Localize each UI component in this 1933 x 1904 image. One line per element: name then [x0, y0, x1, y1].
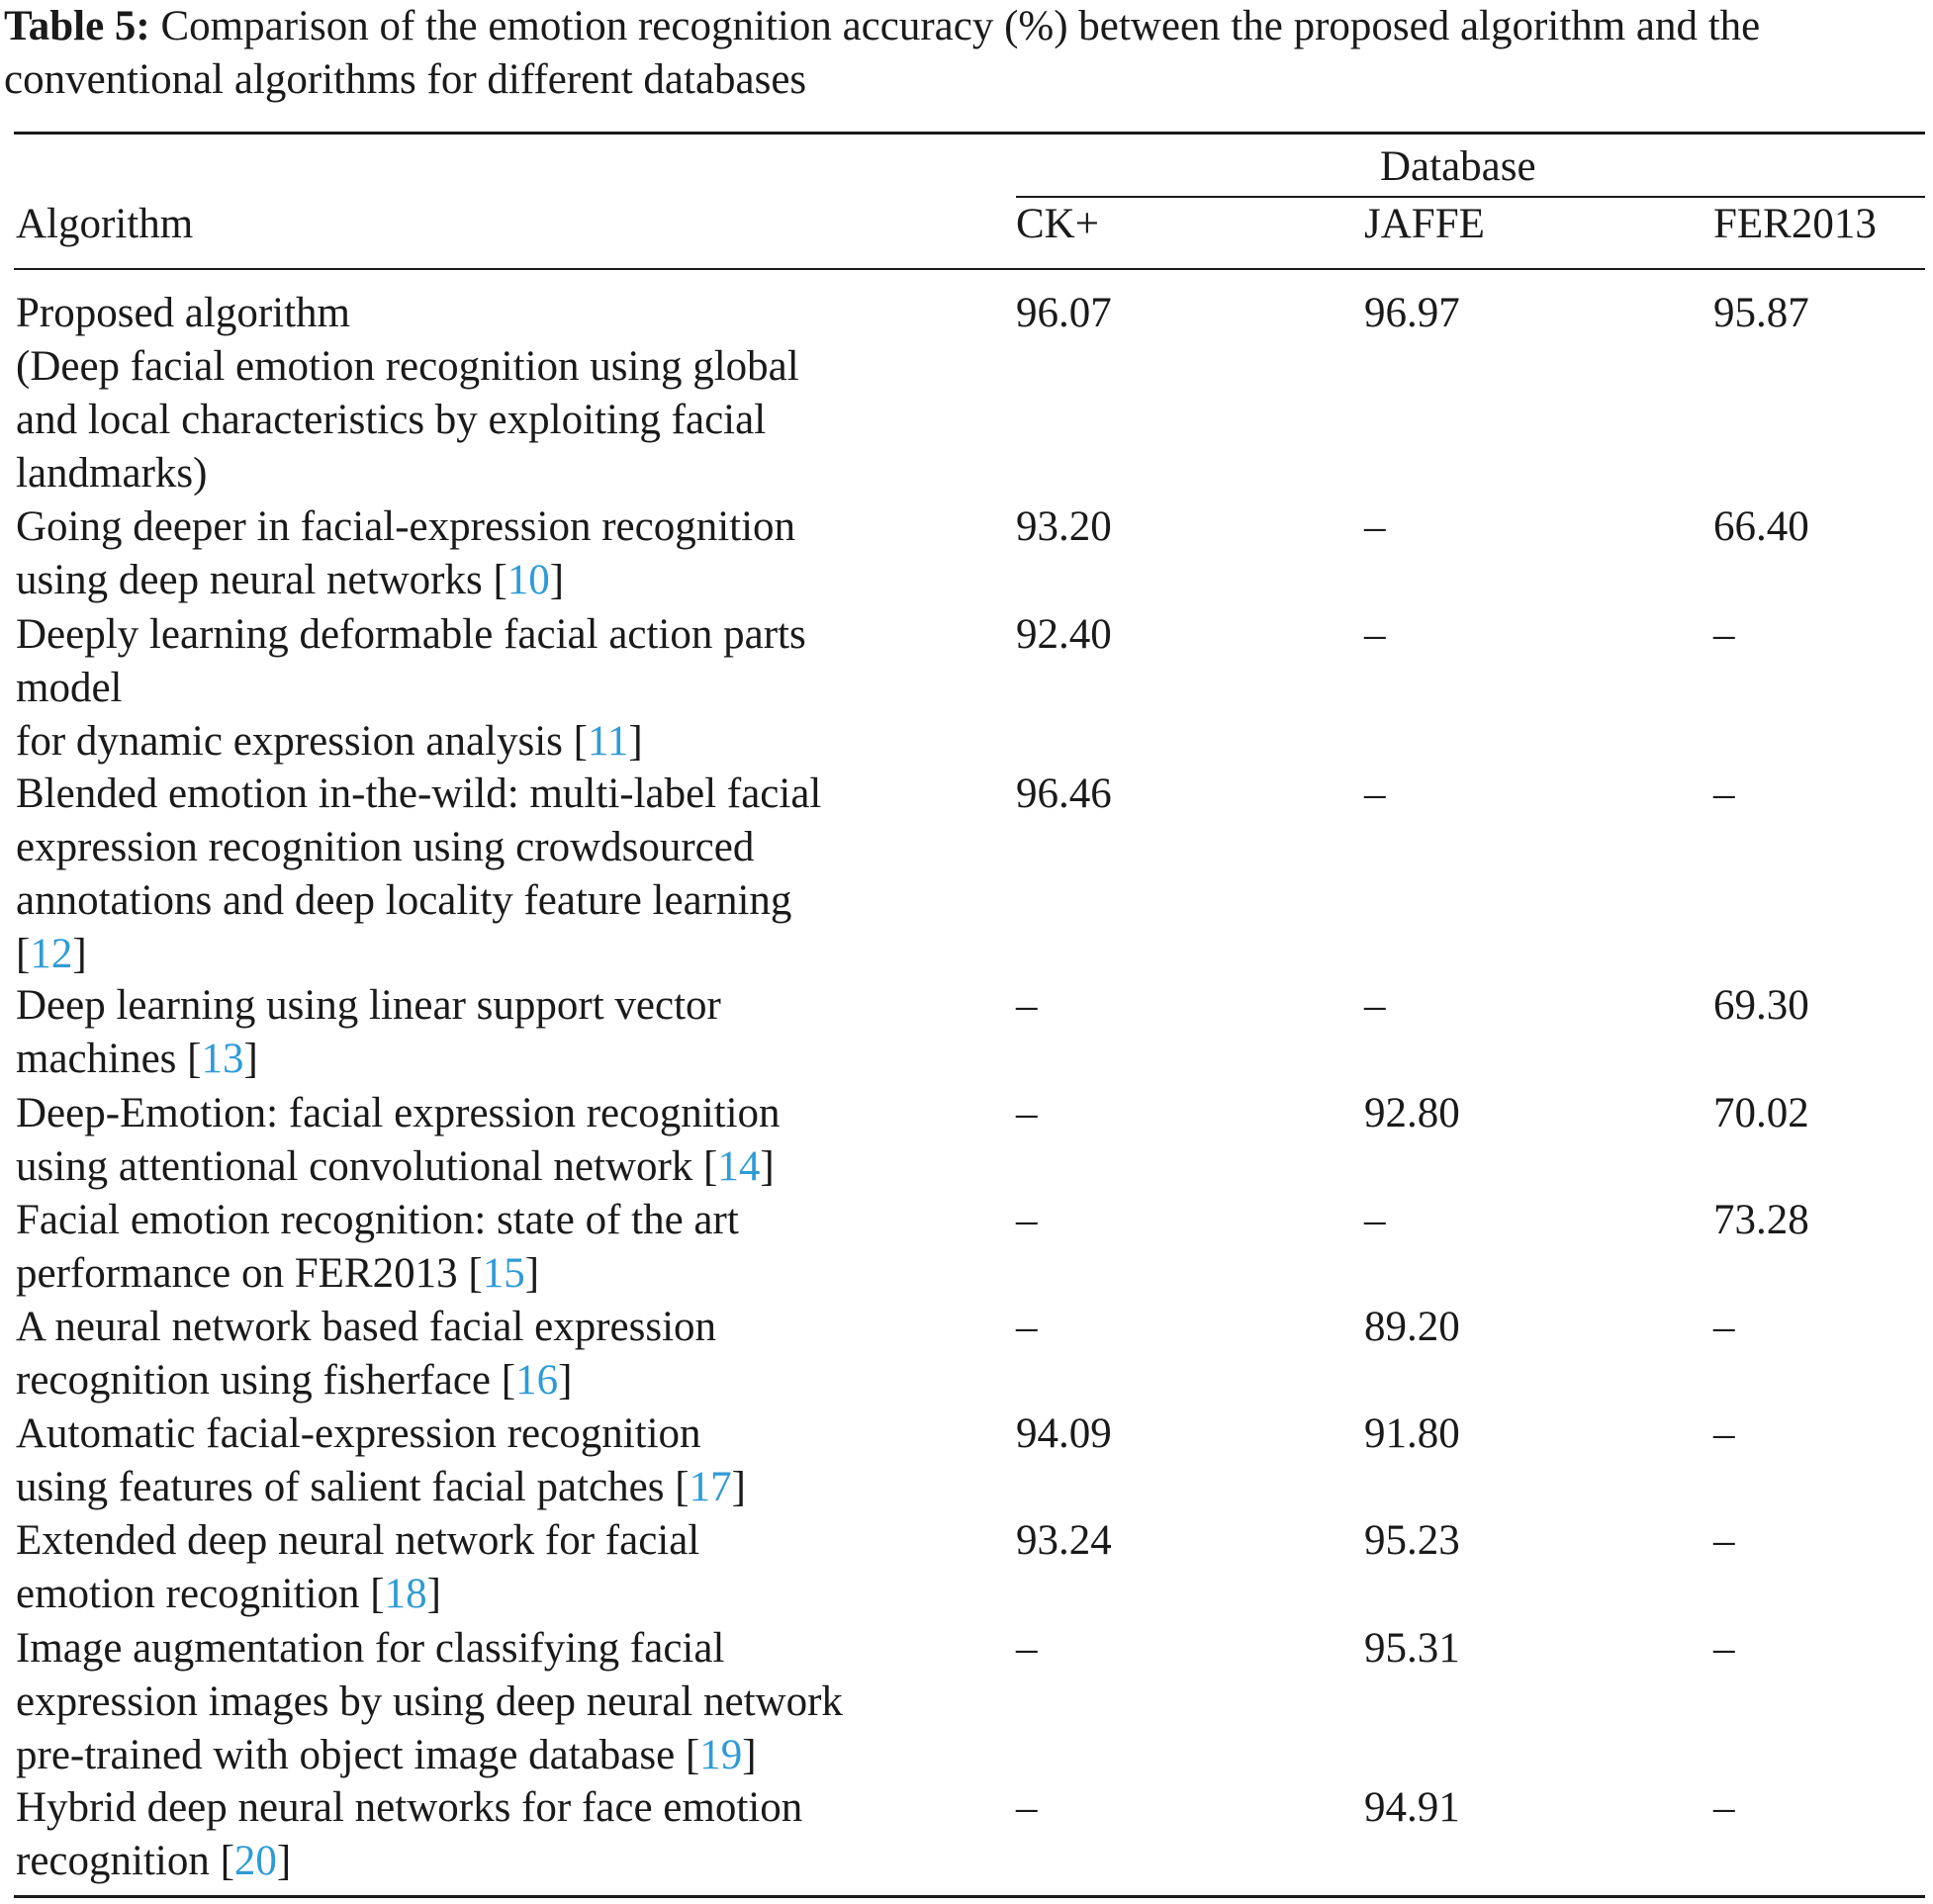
- citation-link[interactable]: 20: [233, 1838, 277, 1884]
- fer2013-value: –: [1713, 771, 1735, 817]
- algorithm-name: [16, 1194, 966, 1301]
- ck-value: –: [1016, 1304, 1038, 1350]
- citation-bracket: ]: [549, 557, 565, 603]
- algorithm-title: Going deeper in facial-expression recognition using deep neural networks: [16, 503, 796, 603]
- citation-bracket: ]: [731, 1464, 746, 1510]
- jaffe-value: 96.97: [1364, 290, 1460, 336]
- jaffe-column-header: JAFFE: [1364, 201, 1485, 247]
- ck-value: 96.07: [1016, 290, 1112, 336]
- fer2013-value: 95.87: [1713, 290, 1809, 336]
- citation-bracket: [: [468, 1250, 483, 1297]
- ck-value: 93.20: [1016, 503, 1112, 550]
- ck-value: 94.09: [1016, 1410, 1112, 1457]
- algorithm-name: [16, 287, 966, 500]
- algorithm-column-header: Algorithm: [16, 201, 194, 247]
- citation-bracket: [: [493, 557, 507, 603]
- jaffe-value: –: [1364, 982, 1386, 1029]
- algorithm-name: [16, 608, 966, 769]
- ck-value: –: [1016, 1784, 1038, 1831]
- fer2013-value: –: [1713, 1410, 1735, 1457]
- algorithm-title: Deep-Emotion: facial expression recognition using attentional convolutional network: [16, 1090, 781, 1190]
- ck-value: –: [1016, 982, 1038, 1029]
- algorithm-name: [16, 500, 966, 607]
- table-caption: [4, 0, 1929, 107]
- fer2013-value: –: [1713, 1517, 1735, 1564]
- citation-bracket: [: [703, 1143, 718, 1190]
- citation-link[interactable]: 15: [482, 1250, 525, 1297]
- algorithm-name: [16, 1781, 966, 1888]
- ck-value: –: [1016, 1197, 1038, 1243]
- algorithm-name: [16, 1622, 966, 1782]
- algorithm-name: [16, 768, 966, 981]
- algorithm-name: [16, 1514, 966, 1621]
- citation-link[interactable]: 12: [30, 931, 73, 977]
- jaffe-value: 89.20: [1364, 1304, 1460, 1350]
- citation-bracket: [: [187, 1036, 202, 1082]
- citation-bracket: [: [370, 1571, 385, 1617]
- jaffe-value: –: [1364, 1197, 1386, 1243]
- algorithm-title: Proposed algorithm (Deep facial emotion recognition using global and local characteristics by exploiting facial landmarks): [16, 290, 799, 497]
- citation-bracket: [: [16, 931, 31, 977]
- algorithm-name: [16, 1087, 966, 1194]
- algorithm-name: [16, 1301, 966, 1407]
- citation-link[interactable]: 16: [515, 1357, 559, 1404]
- table-top-rule: [14, 132, 1925, 135]
- algorithm-title: Image augmentation for classifying facial expression images by using deep neural network pre-trained with object image database: [16, 1625, 843, 1778]
- citation-link[interactable]: 13: [201, 1036, 244, 1082]
- jaffe-value: –: [1364, 771, 1386, 817]
- fer2013-value: 69.30: [1713, 982, 1809, 1029]
- jaffe-value: 94.91: [1364, 1784, 1460, 1831]
- ck-value: 93.24: [1016, 1517, 1112, 1564]
- citation-bracket: ]: [72, 931, 87, 977]
- citation-bracket: [: [573, 718, 588, 765]
- jaffe-value: 91.80: [1364, 1410, 1460, 1457]
- citation-bracket: ]: [742, 1732, 757, 1778]
- jaffe-value: 95.23: [1364, 1517, 1460, 1564]
- algorithm-title: Deep learning using linear support vector machines: [16, 982, 721, 1082]
- citation-bracket: ]: [524, 1250, 540, 1297]
- ck-column-header: CK+: [1016, 201, 1099, 247]
- fer2013-value: 73.28: [1713, 1197, 1809, 1243]
- fer2013-value: –: [1713, 611, 1735, 658]
- fer2013-value: –: [1713, 1625, 1735, 1672]
- table-caption-label: Table 5:: [4, 3, 150, 49]
- citation-link[interactable]: 19: [699, 1732, 743, 1778]
- algorithm-title: Facial emotion recognition: state of the art performance on FER2013: [16, 1197, 739, 1297]
- citation-link[interactable]: 11: [587, 718, 629, 765]
- citation-bracket: [: [220, 1838, 234, 1884]
- algorithm-title: Blended emotion in-the-wild: multi-label facial expression recognition using crowdsourced annotations and deep locality feature learning: [16, 771, 822, 924]
- fer2013-column-header: FER2013: [1713, 201, 1877, 247]
- algorithm-title: Hybrid deep neural networks for face emotion recognition: [16, 1784, 803, 1884]
- algorithm-title: Extended deep neural network for facial emotion recognition: [16, 1517, 700, 1617]
- fer2013-value: –: [1713, 1304, 1735, 1350]
- algorithm-title: Automatic facial-expression recognition using features of salient facial patches: [16, 1410, 701, 1510]
- ck-value: –: [1016, 1625, 1038, 1672]
- citation-bracket: ]: [628, 718, 643, 765]
- fer2013-value: 66.40: [1713, 503, 1809, 550]
- citation-link[interactable]: 17: [689, 1464, 732, 1510]
- jaffe-value: 95.31: [1364, 1625, 1460, 1672]
- algorithm-title: A neural network based facial expression recognition using fisherface: [16, 1304, 717, 1404]
- algorithm-name: [16, 979, 966, 1086]
- citation-bracket: ]: [760, 1143, 775, 1190]
- ck-value: 92.40: [1016, 611, 1112, 658]
- table-caption-text: Comparison of the emotion recognition accuracy (%) between the proposed algorithm and the conventional algorithms for different databases: [4, 3, 1761, 103]
- ck-value: 96.46: [1016, 771, 1112, 817]
- citation-link[interactable]: 14: [717, 1143, 761, 1190]
- table-header-rule: [14, 268, 1925, 270]
- citation-bracket: ]: [276, 1838, 292, 1884]
- citation-bracket: [: [675, 1464, 690, 1510]
- citation-bracket: [: [685, 1732, 700, 1778]
- citation-bracket: ]: [243, 1036, 258, 1082]
- jaffe-value: –: [1364, 503, 1386, 550]
- citation-bracket: ]: [426, 1571, 441, 1617]
- table-bottom-rule: [14, 1895, 1925, 1898]
- jaffe-value: –: [1364, 611, 1386, 658]
- algorithm-title: Deeply learning deformable facial action parts model for dynamic expression analysis: [16, 611, 806, 765]
- citation-link[interactable]: 10: [506, 557, 550, 603]
- citation-bracket: [: [501, 1357, 516, 1404]
- fer2013-value: 70.02: [1713, 1090, 1809, 1136]
- citation-bracket: ]: [558, 1357, 573, 1404]
- algorithm-name: [16, 1407, 966, 1514]
- ck-value: –: [1016, 1090, 1038, 1136]
- jaffe-value: 92.80: [1364, 1090, 1460, 1136]
- citation-link[interactable]: 18: [384, 1571, 427, 1617]
- fer2013-value: –: [1713, 1784, 1735, 1831]
- database-group-header: Database: [1380, 143, 1536, 190]
